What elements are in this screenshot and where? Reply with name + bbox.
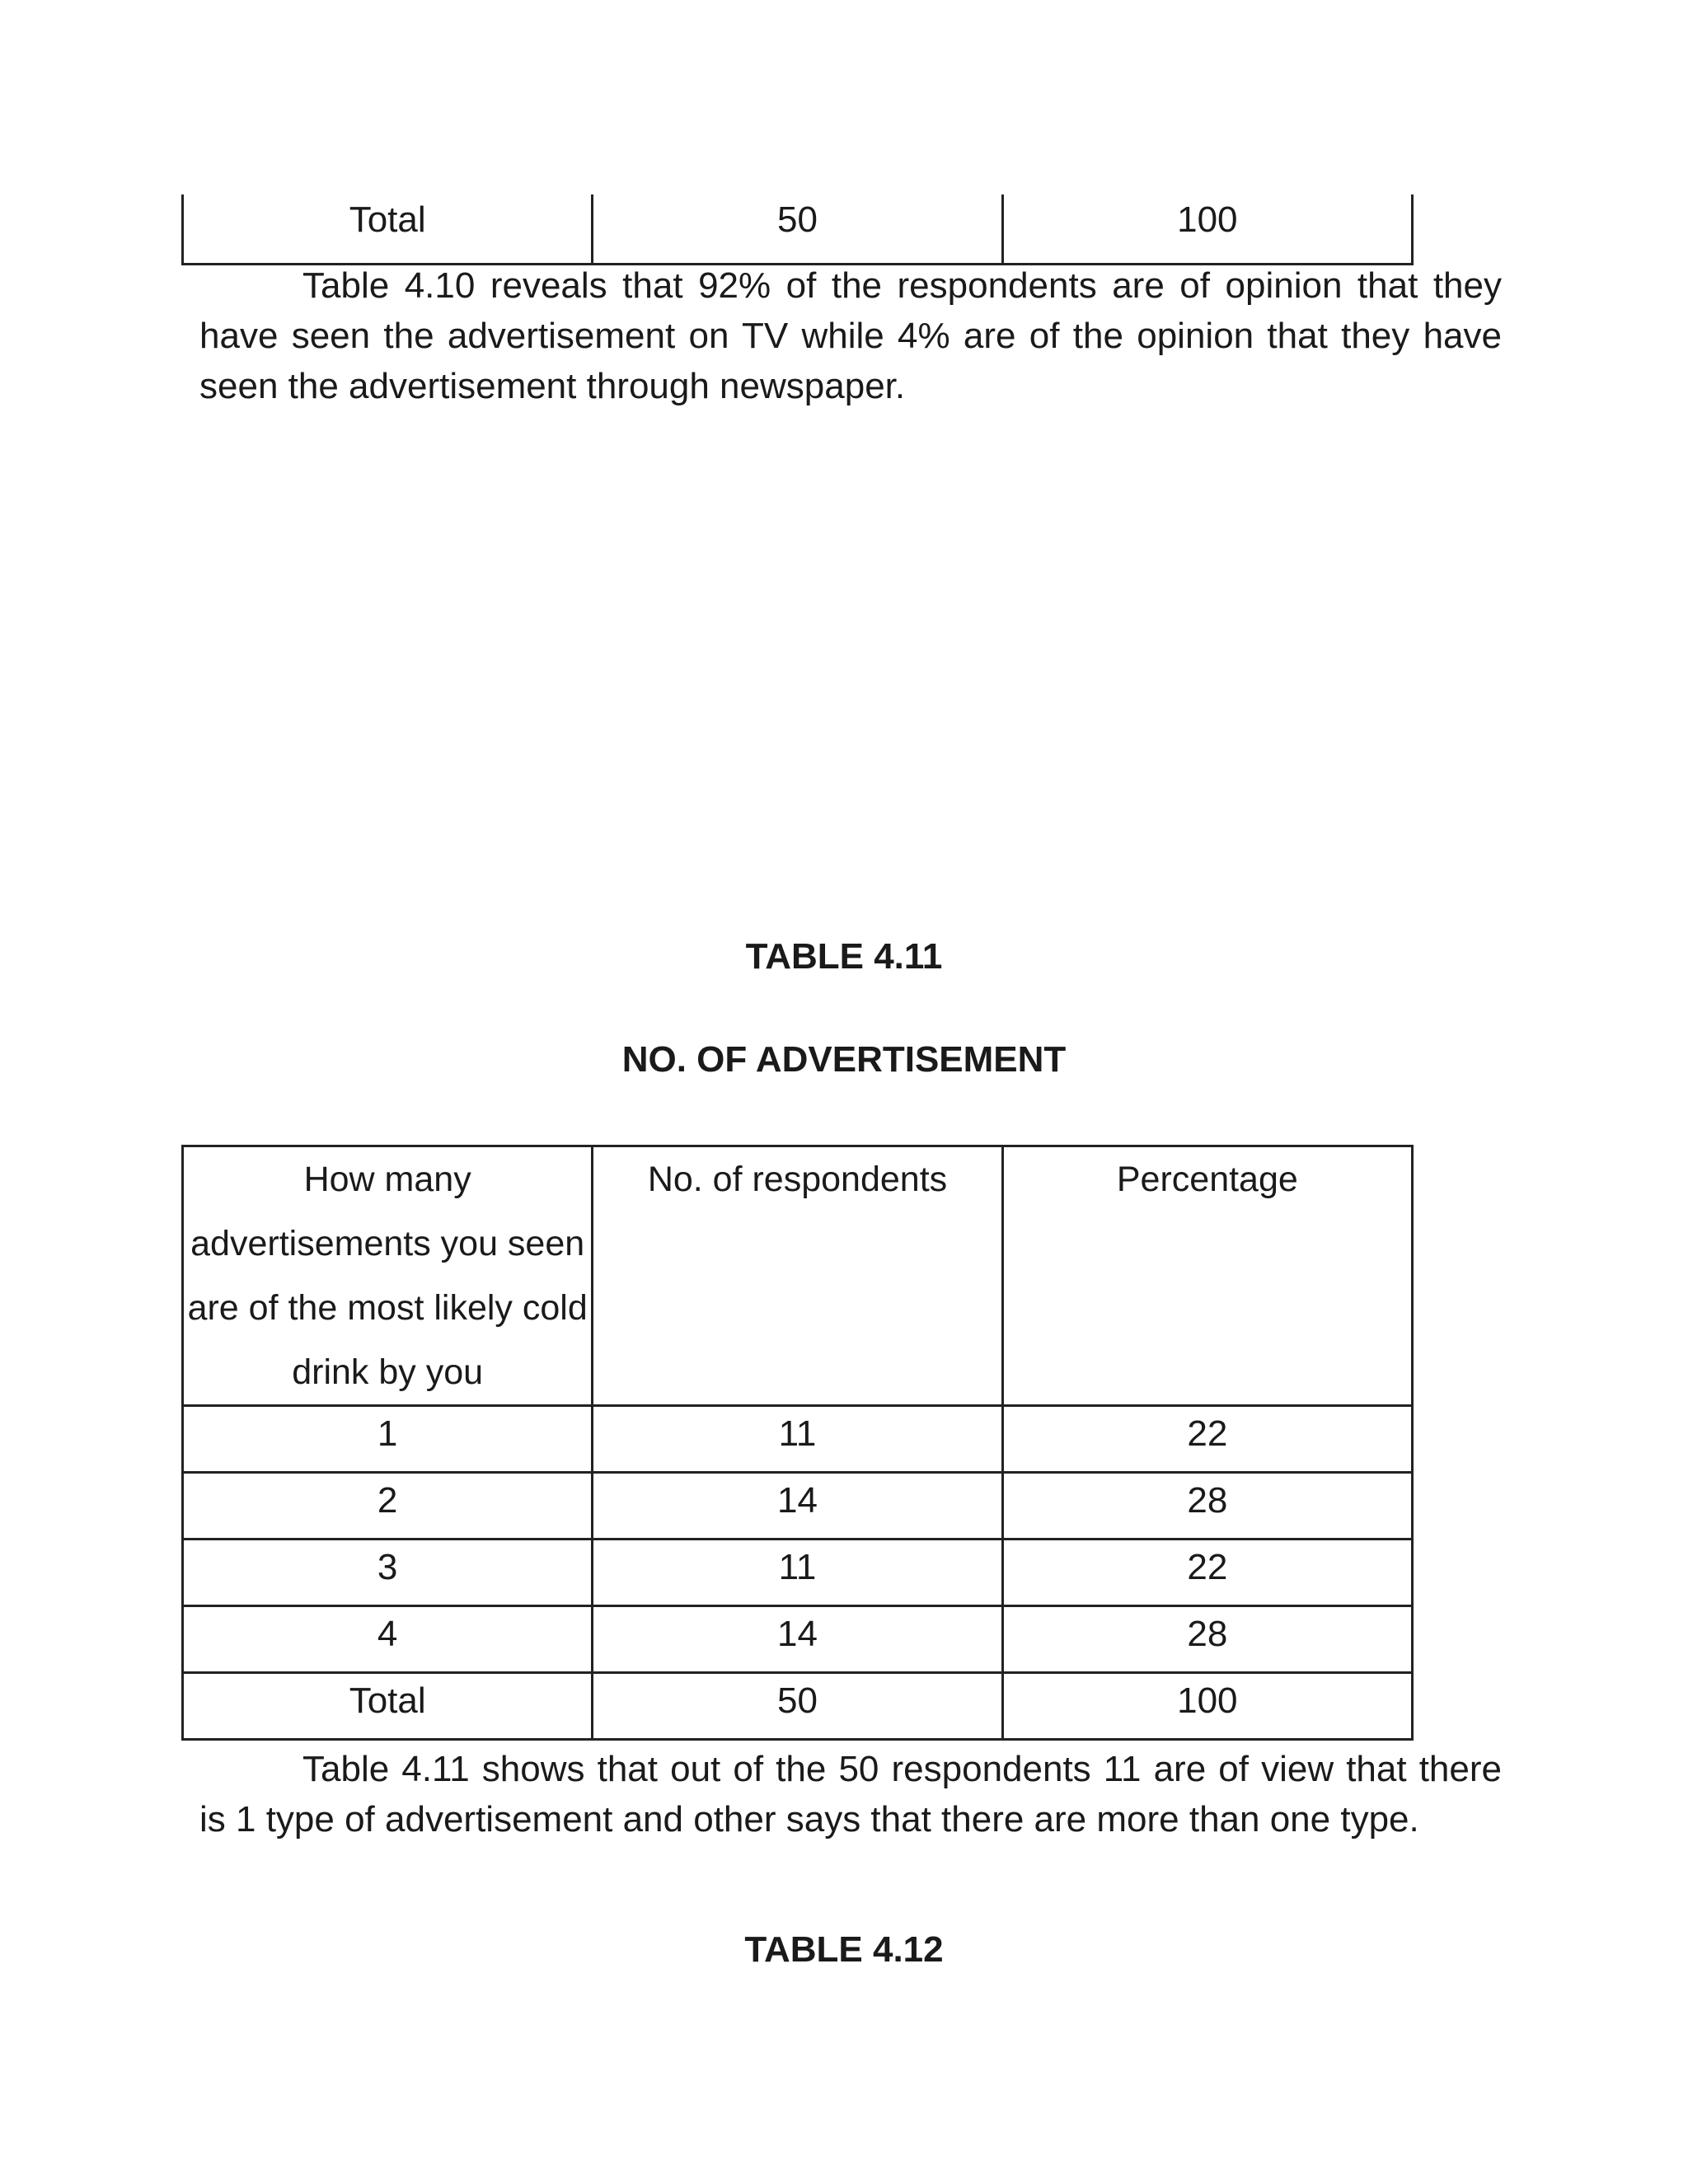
table-cell: 28 bbox=[1002, 1473, 1412, 1540]
table-cell: 14 bbox=[593, 1606, 1002, 1673]
table-4-12-title: TABLE 4.12 bbox=[744, 1929, 944, 1970]
table-cell: 28 bbox=[1002, 1606, 1412, 1673]
column-header-percentage: Percentage bbox=[1002, 1146, 1412, 1406]
table-cell: 100 bbox=[1002, 194, 1412, 264]
paragraph-table-4-11: Table 4.11 shows that out of the 50 respondents 11 are of view that there is 1 type of advertisement and other says that there are more than one type. bbox=[199, 1749, 1502, 1840]
table-4-11 bbox=[181, 1145, 1414, 1741]
table-header-row bbox=[183, 1146, 1413, 1406]
paragraph-table-4-10: Table 4.10 reveals that 92% of the respondents are of opinion that they have seen the advertisement on TV while 4% are of the opinion that they have seen the advertisement through newspaper. bbox=[199, 265, 1502, 406]
table-total-row bbox=[183, 1673, 1413, 1740]
table-cell: 50 bbox=[593, 1673, 1002, 1740]
table-cell: 1 bbox=[183, 1406, 593, 1473]
table-cell: 11 bbox=[593, 1406, 1002, 1473]
table-row bbox=[183, 1406, 1413, 1473]
column-header-question: How many advertisements you seen are of the most likely cold drink by you bbox=[183, 1146, 593, 1406]
table-cell: 3 bbox=[183, 1540, 593, 1606]
column-header-respondents: No. of respondents bbox=[593, 1146, 1002, 1406]
table-cell: 4 bbox=[183, 1606, 593, 1673]
table-4-11-subtitle: NO. OF ADVERTISEMENT bbox=[621, 1039, 1067, 1080]
table-4-11-title: TABLE 4.11 bbox=[745, 936, 943, 977]
table-cell: 50 bbox=[593, 194, 1002, 264]
table-cell: 2 bbox=[183, 1473, 593, 1540]
table-cell: Total bbox=[183, 194, 593, 264]
table-cell: 100 bbox=[1002, 1673, 1412, 1740]
table-row bbox=[183, 1473, 1413, 1540]
table-4-10-continued bbox=[181, 194, 1414, 265]
table-row bbox=[183, 194, 1413, 264]
table-cell: 14 bbox=[593, 1473, 1002, 1540]
table-row bbox=[183, 1540, 1413, 1606]
table-cell: Total bbox=[183, 1673, 593, 1740]
table-row bbox=[183, 1606, 1413, 1673]
table-cell: 22 bbox=[1002, 1406, 1412, 1473]
table-cell: 11 bbox=[593, 1540, 1002, 1606]
table-cell: 22 bbox=[1002, 1540, 1412, 1606]
